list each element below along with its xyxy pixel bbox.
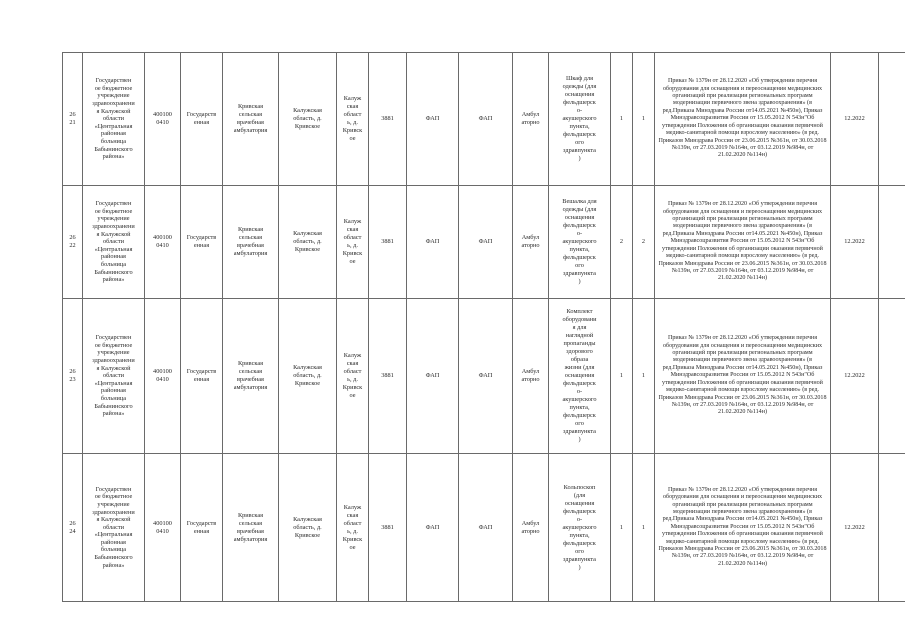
equipment-name: Комплект оборудовани я для наглядной пропаганды здорового образа жизни (для оснащения фельдшерск о- акушерского пункта, фельдшерск ого здравпункта ) [549,299,611,454]
institution-code: 400100 0410 [145,454,181,602]
quantity-required: 2 [611,186,633,299]
quantity-planned: 2 [633,186,655,299]
facility-type-target: ФАП [459,299,513,454]
facility-address: Калужская область, д. Кривское [279,53,337,186]
facility-type: ФАП [407,53,459,186]
ownership-type: Государств енная [181,186,223,299]
facility-name: Кривская сельская врачебная амбулатория [223,53,279,186]
population-count: 3881 [369,53,407,186]
care-condition: Амбул аторно [513,186,549,299]
row-number: 26 21 [63,53,83,186]
institution-name: Государствен ое бюджетное учреждение здравоохранени я Калужской области «Центральная районная больница Бабынинского района» [83,186,145,299]
table-row [63,53,905,186]
locality: Калуж ская област ь, д. Кривск ое [337,53,369,186]
quantity-planned: 1 [633,299,655,454]
row-number: 26 23 [63,299,83,454]
population-count: 3881 [369,186,407,299]
population-count: 3881 [369,454,407,602]
care-condition: Амбул аторно [513,299,549,454]
empty-cell [879,299,905,454]
locality: Калуж ская област ь, д. Кривск ое [337,454,369,602]
empty-cell [879,454,905,602]
equipment-name: Шкаф для одежды (для оснащения фельдшерск о- акушерского пункта, фельдшерск ого здравпункта ) [549,53,611,186]
facility-address: Калужская область, д. Кривское [279,454,337,602]
quantity-required: 1 [611,454,633,602]
ownership-type: Государств енная [181,454,223,602]
deadline-date: 12.2022 [831,186,879,299]
empty-cell [879,186,905,299]
locality: Калуж ская област ь, д. Кривск ое [337,299,369,454]
table-row [63,454,905,602]
equipment-name: Кольпоскоп (для оснащения фельдшерск о- акушерского пункта, фельдшерск ого здравпункта ) [549,454,611,602]
deadline-date: 12.2022 [831,454,879,602]
table-row [63,299,905,454]
ownership-type: Государств енная [181,299,223,454]
facility-type: ФАП [407,454,459,602]
institution-code: 400100 0410 [145,53,181,186]
equipment-name: Вешалка для одежды (для оснащения фельдшерск о- акушерского пункта, фельдшерск ого здравпункта ) [549,186,611,299]
quantity-required: 1 [611,53,633,186]
row-number: 26 22 [63,186,83,299]
institution-name: Государствен ое бюджетное учреждение здравоохранени я Калужской области «Центральная районная больница Бабынинского района» [83,53,145,186]
facility-name: Кривская сельская врачебная амбулатория [223,299,279,454]
equipment-table [62,52,905,602]
facility-address: Калужская область, д. Кривское [279,299,337,454]
institution-name: Государствен ое бюджетное учреждение здравоохранени я Калужской области «Центральная районная больница Бабынинского района» [83,454,145,602]
regulation-reference: Приказ № 1379н от 28.12.2020 «Об утверждении перечня оборудования для оснащения и переоснащения медицинских организаций при реализации региональных программ модернизации первичного звена здравоохранения» (в ред.Приказа Минздрава России от14.05.2021 №450н), Приказ Минздравсоцразвития России от 15.05.2012 N 543н"Об утверждении Положения об организации оказания первичной медико-санитарной помощи взрослому населению» (в ред. Приказов Минздрава России от 23.06.2015 №361н, от 30.03.2018 №139н, от 27.03.2019 №164н, от 03.12.2019 №984н, от 21.02.2020 №114н) [655,186,831,299]
care-condition: Амбул аторно [513,53,549,186]
quantity-planned: 1 [633,454,655,602]
quantity-required: 1 [611,299,633,454]
care-condition: Амбул аторно [513,454,549,602]
facility-type: ФАП [407,186,459,299]
facility-type-target: ФАП [459,53,513,186]
population-count: 3881 [369,299,407,454]
quantity-planned: 1 [633,53,655,186]
regulation-reference: Приказ № 1379н от 28.12.2020 «Об утверждении перечня оборудования для оснащения и переоснащения медицинских организаций при реализации региональных программ модернизации первичного звена здравоохранения» (в ред.Приказа Минздрава России от14.05.2021 №450н), Приказ Минздравсоцразвития России от 15.05.2012 N 543н"Об утверждении Положения об организации оказания первичной медико-санитарной помощи взрослому населению» (в ред. Приказов Минздрава России от 23.06.2015 №361н, от 30.03.2018 №139н, от 27.03.2019 №164н, от 03.12.2019 №984н, от 21.02.2020 №114н) [655,299,831,454]
facility-address: Калужская область, д. Кривское [279,186,337,299]
empty-cell [879,53,905,186]
table-row [63,186,905,299]
regulation-reference: Приказ № 1379н от 28.12.2020 «Об утверждении перечня оборудования для оснащения и переоснащения медицинских организаций при реализации региональных программ модернизации первичного звена здравоохранения» (в ред.Приказа Минздрава России от14.05.2021 №450н), Приказ Минздравсоцразвития России от 15.05.2012 N 543н"Об утверждении Положения об организации оказания первичной медико-санитарной помощи взрослому населению» (в ред. Приказов Минздрава России от 23.06.2015 №361н, от 30.03.2018 №139н, от 27.03.2019 №164н, от 03.12.2019 №984н, от 21.02.2020 №114н) [655,454,831,602]
facility-name: Кривская сельская врачебная амбулатория [223,186,279,299]
regulation-reference: Приказ № 1379н от 28.12.2020 «Об утверждении перечня оборудования для оснащения и переоснащения медицинских организаций при реализации региональных программ модернизации первичного звена здравоохранения» (в ред.Приказа Минздрава России от14.05.2021 №450н), Приказ Минздравсоцразвития России от 15.05.2012 N 543н"Об утверждении Положения об организации оказания первичной медико-санитарной помощи взрослому населению» (в ред. Приказов Минздрава России от 23.06.2015 №361н, от 30.03.2018 №139н, от 27.03.2019 №164н, от 03.12.2019 №984н, от 21.02.2020 №114н) [655,53,831,186]
facility-type-target: ФАП [459,186,513,299]
facility-name: Кривская сельская врачебная амбулатория [223,454,279,602]
locality: Калуж ская област ь, д. Кривск ое [337,186,369,299]
row-number: 26 24 [63,454,83,602]
deadline-date: 12.2022 [831,299,879,454]
facility-type: ФАП [407,299,459,454]
deadline-date: 12.2022 [831,53,879,186]
institution-name: Государствен ое бюджетное учреждение здравоохранени я Калужской области «Центральная районная больница Бабынинского района» [83,299,145,454]
ownership-type: Государств енная [181,53,223,186]
institution-code: 400100 0410 [145,186,181,299]
facility-type-target: ФАП [459,454,513,602]
institution-code: 400100 0410 [145,299,181,454]
